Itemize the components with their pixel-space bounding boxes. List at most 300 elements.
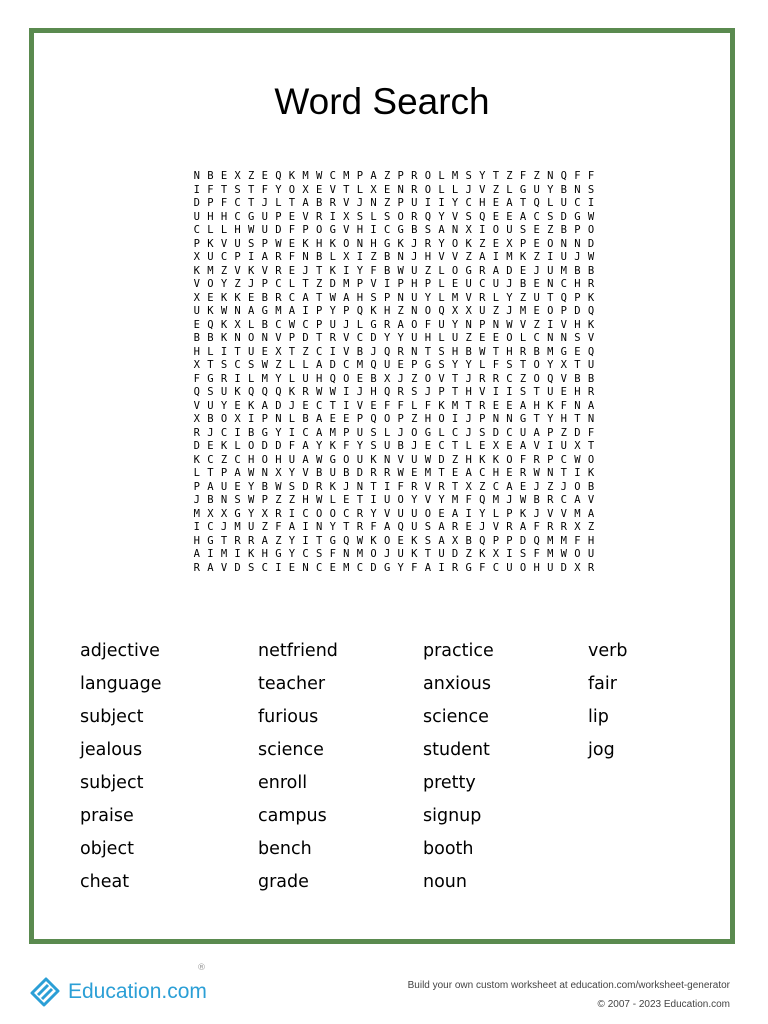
- grid-letter: S: [370, 440, 377, 452]
- grid-letter: K: [329, 480, 336, 493]
- grid-letter: K: [519, 507, 527, 520]
- grid-letter: B: [207, 413, 214, 425]
- grid-letter: P: [275, 210, 282, 223]
- grid-letter: G: [397, 224, 404, 236]
- worksheet-frame: [29, 28, 735, 944]
- grid-letter: V: [547, 507, 554, 520]
- grid-row: [190, 292, 598, 306]
- grid-letter: B: [574, 264, 581, 277]
- grid-letter: A: [438, 521, 445, 533]
- grid-letter: C: [451, 426, 459, 439]
- grid-letter: C: [220, 251, 228, 263]
- grid-letter: U: [220, 386, 228, 398]
- grid-letter: D: [329, 359, 336, 371]
- grid-letter: M: [234, 521, 241, 533]
- grid-letter: Z: [383, 170, 391, 182]
- grid-letter: Y: [275, 183, 282, 196]
- grid-letter: N: [383, 453, 391, 466]
- grid-letter: C: [275, 278, 282, 290]
- grid-letter: E: [533, 305, 540, 317]
- grid-letter: M: [193, 507, 200, 520]
- grid-letter: W: [424, 453, 432, 466]
- grid-letter: Q: [560, 291, 567, 304]
- grid-letter: K: [220, 440, 228, 452]
- grid-letter: F: [587, 170, 595, 182]
- grid-letter: O: [383, 413, 391, 425]
- word-list-column-2: [258, 640, 338, 904]
- grid-letter: Z: [479, 480, 486, 493]
- grid-letter: E: [261, 345, 268, 358]
- grid-letter: R: [329, 332, 336, 344]
- grid-letter: Q: [547, 372, 554, 385]
- grid-letter: R: [248, 534, 255, 547]
- grid-letter: C: [329, 170, 336, 182]
- grid-letter: T: [519, 197, 527, 209]
- grid-letter: W: [329, 291, 336, 304]
- grid-letter: K: [370, 305, 377, 317]
- grid-letter: E: [220, 170, 228, 182]
- grid-letter: O: [411, 426, 418, 439]
- grid-letter: W: [587, 210, 595, 223]
- grid-letter: Q: [356, 305, 364, 317]
- grid-letter: X: [560, 359, 567, 371]
- grid-letter: P: [261, 278, 268, 290]
- grid-letter: P: [506, 534, 513, 547]
- grid-letter: N: [547, 278, 554, 290]
- grid-letter: J: [506, 494, 513, 506]
- grid-letter: A: [424, 561, 432, 574]
- grid-letter: V: [234, 264, 241, 277]
- word-list-item: jog: [588, 740, 615, 760]
- grid-letter: C: [560, 278, 567, 290]
- grid-letter: Q: [193, 386, 200, 398]
- grid-letter: S: [370, 426, 377, 439]
- grid-letter: L: [288, 359, 296, 371]
- grid-letter: Y: [220, 278, 228, 290]
- grid-letter: O: [424, 507, 432, 520]
- grid-letter: B: [343, 467, 350, 479]
- grid-letter: V: [370, 278, 377, 290]
- grid-letter: X: [492, 440, 500, 452]
- grid-letter: I: [356, 251, 364, 263]
- grid-letter: A: [288, 521, 296, 533]
- grid-letter: Y: [397, 332, 404, 344]
- grid-letter: L: [288, 278, 296, 290]
- grid-letter: A: [261, 534, 268, 547]
- grid-letter: Q: [275, 386, 282, 398]
- grid-letter: Y: [248, 480, 255, 493]
- grid-letter: F: [329, 548, 336, 560]
- grid-letter: J: [560, 480, 567, 493]
- grid-letter: U: [506, 561, 513, 574]
- grid-letter: R: [587, 386, 595, 398]
- grid-letter: E: [506, 467, 513, 479]
- grid-letter: Q: [329, 372, 336, 385]
- grid-letter: R: [370, 467, 377, 479]
- grid-letter: M: [492, 494, 500, 506]
- grid-letter: H: [315, 372, 323, 385]
- grid-letter: L: [411, 399, 418, 412]
- grid-letter: C: [492, 480, 500, 493]
- grid-letter: N: [397, 291, 404, 304]
- grid-letter: U: [560, 197, 567, 209]
- grid-letter: Z: [411, 372, 418, 385]
- grid-letter: L: [275, 197, 282, 209]
- grid-letter: R: [479, 372, 486, 385]
- grid-letter: R: [329, 197, 336, 209]
- grid-letter: F: [397, 399, 404, 412]
- grid-letter: Q: [261, 386, 268, 398]
- grid-letter: Y: [288, 467, 296, 479]
- grid-letter: R: [479, 264, 486, 277]
- grid-letter: E: [479, 332, 486, 344]
- grid-letter: N: [465, 318, 472, 331]
- grid-letter: Q: [383, 345, 391, 358]
- grid-letter: T: [438, 467, 445, 479]
- grid-letter: I: [547, 440, 554, 452]
- grid-letter: P: [424, 278, 432, 290]
- grid-letter: U: [207, 251, 214, 263]
- grid-letter: T: [574, 359, 581, 371]
- grid-letter: J: [356, 386, 364, 398]
- grid-letter: R: [451, 561, 459, 574]
- grid-letter: P: [547, 453, 554, 466]
- grid-letter: L: [207, 345, 214, 358]
- grid-letter: I: [343, 399, 350, 412]
- grid-letter: E: [397, 359, 404, 371]
- grid-letter: H: [574, 386, 581, 398]
- grid-letter: A: [261, 251, 268, 263]
- grid-letter: U: [397, 548, 404, 560]
- grid-letter: E: [492, 399, 500, 412]
- grid-letter: A: [193, 548, 200, 560]
- grid-letter: U: [533, 183, 540, 196]
- grid-letter: L: [370, 210, 377, 223]
- grid-letter: K: [492, 453, 500, 466]
- grid-letter: A: [587, 507, 595, 520]
- grid-letter: Z: [492, 183, 500, 196]
- grid-letter: W: [315, 453, 323, 466]
- grid-letter: T: [492, 170, 500, 182]
- grid-letter: F: [370, 264, 377, 277]
- grid-letter: Q: [370, 413, 377, 425]
- grid-letter: J: [506, 305, 513, 317]
- grid-letter: Q: [533, 197, 540, 209]
- grid-letter: R: [383, 467, 391, 479]
- word-list-column-4: [588, 640, 627, 772]
- grid-letter: F: [193, 372, 200, 385]
- grid-letter: C: [560, 453, 567, 466]
- grid-row: [190, 481, 598, 495]
- grid-letter: U: [587, 548, 595, 560]
- grid-letter: T: [207, 359, 214, 371]
- grid-letter: K: [587, 318, 595, 331]
- grid-letter: O: [533, 372, 540, 385]
- grid-letter: Z: [302, 345, 309, 358]
- grid-letter: Y: [220, 399, 228, 412]
- grid-letter: K: [370, 453, 377, 466]
- grid-letter: Q: [438, 305, 445, 317]
- grid-letter: W: [397, 467, 404, 479]
- grid-letter: V: [479, 386, 486, 398]
- grid-letter: N: [411, 345, 418, 358]
- grid-letter: H: [220, 210, 228, 223]
- grid-letter: R: [519, 345, 527, 358]
- grid-letter: S: [424, 534, 432, 547]
- grid-letter: F: [492, 359, 500, 371]
- grid-letter: Z: [275, 359, 282, 371]
- grid-letter: L: [288, 372, 296, 385]
- grid-letter: U: [411, 291, 418, 304]
- grid-letter: R: [479, 399, 486, 412]
- grid-letter: R: [411, 210, 418, 223]
- grid-letter: K: [547, 399, 554, 412]
- grid-letter: J: [370, 345, 377, 358]
- grid-letter: U: [288, 453, 296, 466]
- grid-letter: K: [220, 318, 228, 331]
- grid-letter: R: [411, 183, 418, 196]
- grid-row: [190, 211, 598, 225]
- grid-letter: L: [302, 359, 309, 371]
- grid-letter: Z: [519, 372, 527, 385]
- grid-letter: N: [302, 561, 309, 574]
- grid-letter: G: [383, 237, 391, 250]
- grid-letter: E: [479, 440, 486, 452]
- grid-letter: I: [302, 521, 309, 533]
- grid-letter: O: [220, 413, 228, 425]
- grid-letter: U: [547, 561, 554, 574]
- grid-letter: I: [370, 494, 377, 506]
- grid-letter: Y: [356, 264, 364, 277]
- grid-letter: K: [248, 264, 255, 277]
- grid-letter: R: [492, 372, 500, 385]
- grid-letter: Z: [465, 251, 472, 263]
- grid-letter: K: [397, 237, 404, 250]
- grid-letter: E: [533, 224, 540, 236]
- grid-letter: G: [329, 453, 336, 466]
- word-list-column-1: [80, 640, 161, 904]
- grid-letter: F: [411, 561, 418, 574]
- grid-letter: D: [302, 480, 309, 493]
- grid-letter: B: [560, 183, 567, 196]
- grid-letter: H: [506, 345, 513, 358]
- grid-letter: G: [424, 359, 432, 371]
- grid-letter: W: [315, 386, 323, 398]
- grid-letter: U: [479, 305, 486, 317]
- grid-letter: R: [533, 453, 540, 466]
- grid-row: [190, 278, 598, 292]
- grid-letter: G: [207, 372, 214, 385]
- grid-letter: I: [329, 345, 336, 358]
- word-list-item: science: [423, 707, 489, 727]
- grid-letter: X: [302, 183, 309, 196]
- grid-letter: W: [519, 494, 527, 506]
- grid-letter: D: [356, 467, 364, 479]
- grid-letter: M: [451, 399, 459, 412]
- grid-letter: E: [234, 399, 241, 412]
- grid-letter: T: [370, 480, 377, 493]
- grid-letter: G: [207, 534, 214, 547]
- grid-letter: M: [451, 291, 459, 304]
- grid-letter: L: [438, 170, 445, 182]
- grid-row: [190, 238, 598, 252]
- grid-letter: G: [560, 345, 567, 358]
- grid-letter: J: [465, 372, 472, 385]
- grid-row: [190, 373, 598, 387]
- grid-letter: E: [193, 318, 200, 331]
- grid-letter: H: [451, 345, 459, 358]
- grid-letter: L: [438, 291, 445, 304]
- grid-letter: K: [207, 305, 214, 317]
- grid-letter: H: [370, 386, 377, 398]
- grid-letter: U: [356, 453, 364, 466]
- grid-letter: W: [479, 345, 486, 358]
- grid-letter: I: [506, 548, 513, 560]
- grid-letter: U: [356, 426, 364, 439]
- grid-letter: P: [411, 359, 418, 371]
- word-list-item: cheat: [80, 872, 130, 892]
- grid-letter: B: [315, 251, 323, 263]
- grid-row: [190, 467, 598, 481]
- grid-row: [190, 562, 598, 576]
- grid-letter: F: [519, 453, 527, 466]
- grid-letter: W: [248, 467, 255, 479]
- education-logo[interactable]: [26, 973, 207, 1011]
- grid-letter: F: [560, 399, 567, 412]
- grid-row: [190, 386, 598, 400]
- grid-letter: T: [343, 183, 350, 196]
- grid-letter: U: [519, 426, 527, 439]
- grid-letter: I: [438, 197, 445, 209]
- grid-row: [190, 548, 598, 562]
- grid-letter: W: [275, 480, 282, 493]
- grid-letter: B: [261, 291, 268, 304]
- grid-letter: I: [547, 251, 554, 263]
- grid-letter: A: [207, 561, 214, 574]
- grid-letter: U: [451, 332, 459, 344]
- grid-letter: L: [193, 467, 200, 479]
- grid-letter: W: [533, 467, 540, 479]
- grid-letter: A: [302, 453, 309, 466]
- grid-letter: P: [315, 318, 323, 331]
- grid-letter: C: [479, 467, 486, 479]
- grid-letter: N: [506, 413, 513, 425]
- grid-letter: C: [343, 507, 350, 520]
- grid-letter: I: [424, 197, 432, 209]
- grid-letter: C: [465, 197, 472, 209]
- logo-text: Education.com: [68, 980, 207, 1003]
- grid-letter: O: [424, 183, 432, 196]
- grid-letter: I: [288, 507, 296, 520]
- grid-letter: B: [383, 264, 391, 277]
- grid-letter: E: [343, 494, 350, 506]
- grid-letter: I: [383, 278, 391, 290]
- grid-letter: K: [479, 453, 486, 466]
- grid-letter: R: [275, 251, 282, 263]
- grid-letter: T: [234, 345, 241, 358]
- grid-letter: B: [193, 332, 200, 344]
- grid-letter: E: [343, 413, 350, 425]
- grid-letter: N: [261, 467, 268, 479]
- grid-letter: Q: [479, 494, 486, 506]
- grid-letter: U: [411, 453, 418, 466]
- grid-row: [190, 170, 598, 184]
- grid-row: [190, 332, 598, 346]
- grid-letter: H: [424, 413, 432, 425]
- grid-letter: I: [234, 372, 241, 385]
- grid-letter: E: [288, 561, 296, 574]
- grid-letter: M: [329, 426, 336, 439]
- grid-letter: T: [424, 345, 432, 358]
- grid-letter: V: [302, 467, 309, 479]
- grid-letter: C: [383, 224, 391, 236]
- grid-letter: M: [574, 507, 581, 520]
- grid-letter: X: [343, 210, 350, 223]
- grid-letter: Y: [547, 183, 554, 196]
- grid-letter: T: [356, 494, 364, 506]
- word-list-item: lip: [588, 707, 609, 727]
- grid-letter: O: [451, 237, 459, 250]
- grid-row: [190, 319, 598, 333]
- grid-letter: D: [329, 278, 336, 290]
- grid-letter: A: [207, 480, 214, 493]
- grid-letter: X: [275, 467, 282, 479]
- grid-letter: V: [587, 494, 595, 506]
- grid-letter: L: [438, 426, 445, 439]
- grid-letter: X: [193, 359, 200, 371]
- grid-letter: E: [519, 480, 527, 493]
- grid-letter: S: [465, 210, 472, 223]
- grid-letter: S: [234, 494, 241, 506]
- grid-letter: A: [479, 251, 486, 263]
- grid-letter: X: [193, 291, 200, 304]
- grid-letter: N: [587, 413, 595, 425]
- grid-row: [190, 251, 598, 265]
- grid-letter: C: [506, 372, 513, 385]
- word-list-item: signup: [423, 806, 482, 826]
- grid-letter: M: [560, 264, 567, 277]
- grid-letter: Z: [465, 332, 472, 344]
- grid-letter: A: [302, 197, 309, 209]
- grid-letter: U: [533, 291, 540, 304]
- grid-letter: J: [343, 318, 350, 331]
- grid-letter: Y: [547, 359, 554, 371]
- grid-letter: I: [234, 426, 241, 439]
- grid-letter: P: [288, 332, 296, 344]
- grid-letter: Y: [275, 426, 282, 439]
- grid-letter: A: [315, 426, 323, 439]
- grid-letter: E: [424, 440, 432, 452]
- grid-letter: T: [451, 440, 459, 452]
- grid-letter: O: [343, 453, 350, 466]
- grid-letter: J: [533, 264, 540, 277]
- grid-letter: X: [370, 183, 377, 196]
- grid-letter: S: [383, 210, 391, 223]
- grid-letter: Z: [465, 548, 472, 560]
- grid-letter: Z: [451, 453, 459, 466]
- grid-letter: K: [193, 453, 200, 466]
- grid-letter: C: [560, 494, 567, 506]
- word-list-item: praise: [80, 806, 134, 826]
- grid-letter: V: [343, 332, 350, 344]
- grid-letter: E: [506, 440, 513, 452]
- grid-letter: N: [411, 305, 418, 317]
- grid-letter: G: [574, 210, 581, 223]
- grid-letter: Z: [261, 521, 268, 533]
- grid-letter: M: [207, 264, 214, 277]
- grid-letter: R: [275, 291, 282, 304]
- grid-letter: T: [424, 548, 432, 560]
